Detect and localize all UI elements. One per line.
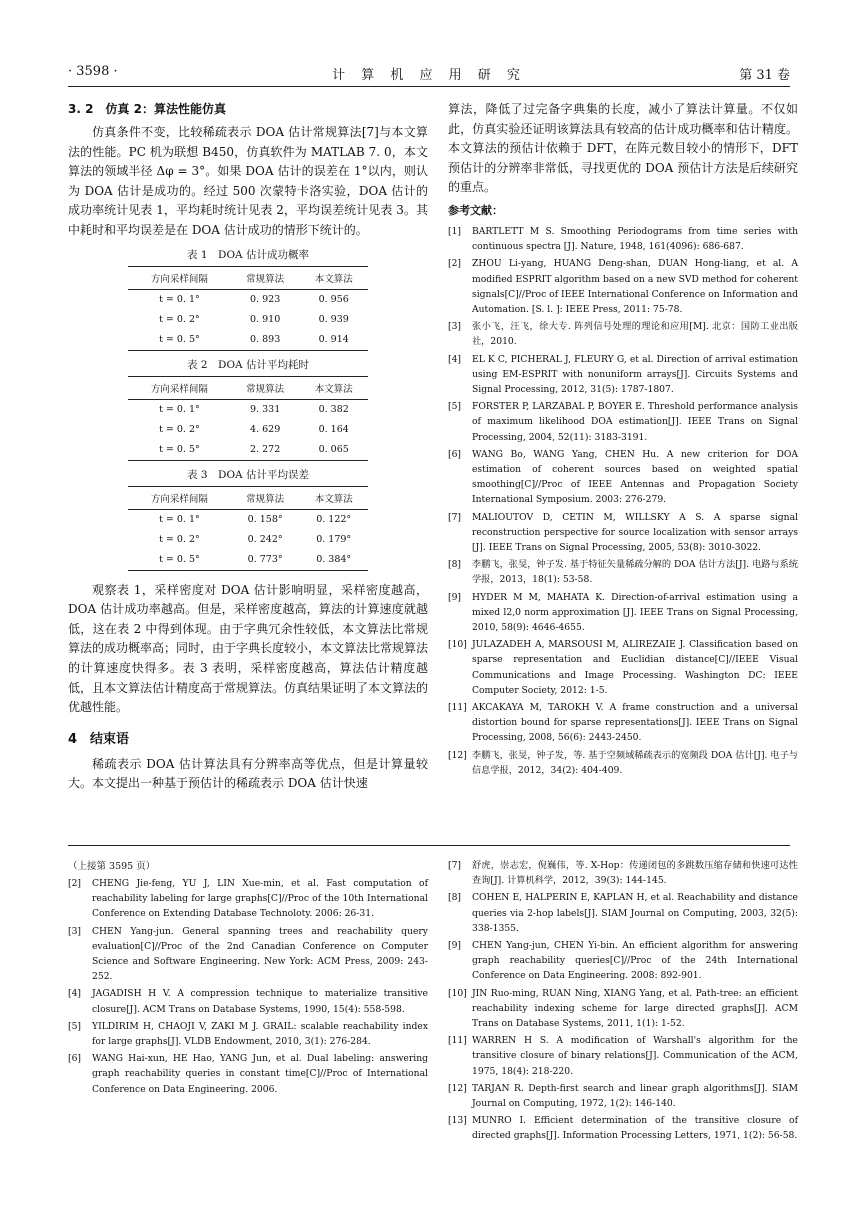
reference-text: 李鹏飞，张旻，钟子发，等. 基于空频域稀疏表示的宽频段 DOA 估计[J]. 电子与信息学报，2012，34(2): 404-409. — [472, 749, 798, 776]
reference-item — [68, 986, 428, 1016]
reference-item — [448, 700, 798, 746]
table-cell: 0. 384° — [299, 550, 368, 571]
reference-item — [448, 1033, 798, 1079]
reference-text: CHEN Yang-jun. General spanning trees and reachability query evaluation[C]//Proc of the 2nd Canadian Conference on Computer Science and Software Engineering. New York: ACM Press, 2009: 243-252. — [92, 925, 428, 983]
table-header: 常规算法 — [231, 486, 300, 509]
references-heading: 参考文献： — [448, 203, 503, 217]
reference-text: ZHOU Li-yang, HUANG Deng-shan, DUAN Hong-liang, et al. A modified ESPRIT algorithm based on a new SVD method for coherent signals[C]//Proc of IEEE International Conference on Information and Automation. [S. l. ]: IEEE Press, 2011: 75-78. — [472, 258, 798, 315]
reference-number: [8] — [448, 559, 462, 571]
reference-number: [4] — [68, 988, 82, 1000]
reference-number: [12] — [448, 749, 467, 761]
reference-number: [7] — [448, 860, 462, 871]
reference-item — [448, 319, 798, 349]
table-cell: t = 0. 2° — [159, 534, 200, 546]
reference-item — [448, 748, 798, 778]
table-caption: 表 3 DOA 估计平均误差 — [187, 468, 309, 481]
table-cell: 0. 158° — [247, 514, 283, 526]
reference-item — [68, 876, 428, 922]
reference-text: 舒虎，崇志宏，倪巍伟，等. X-Hop：传递闭包的多跳数压缩存储和快速可达性查询[J]. 计算机科学，2012，39(3): 144-145. — [472, 860, 798, 887]
reference-number: [2] — [448, 258, 462, 270]
table-header: 常规算法 — [231, 266, 300, 289]
reference-item — [448, 1113, 798, 1143]
reference-item — [448, 858, 798, 888]
data-table — [128, 486, 368, 571]
reference-number: [12] — [448, 1082, 467, 1094]
reference-number: [6] — [68, 1053, 82, 1065]
reference-item — [68, 924, 428, 985]
volume: 第 31 卷 — [739, 68, 790, 83]
section-heading: 4 结束语 — [68, 731, 130, 747]
data-table — [128, 376, 368, 461]
reference-text: EL K C, PICHERAL J, FLEURY G, et al. Direction of arrival estimation using EM-ESPRIT with nonuniform arrays[J]. Circuits Systems and Signal Processing, 2012, 31(5): 1787-1807. — [472, 353, 798, 395]
reference-text: BARTLETT M S. Smoothing Periodograms from time series with continuous spectra [J]. Nature, 1948, 161(4096): 686-687. — [472, 225, 798, 253]
reference-text: 李鹏飞，张旻，钟子发. 基于特征矢量稀疏分解的 DOA 估计方法[J]. 电路与系统学报，2013，18(1): 53-58. — [472, 559, 798, 586]
table-cell: 0. 939 — [318, 314, 349, 326]
paragraph: 观察表 1，采样密度对 DOA 估计影响明显，采样密度越高，DOA 估计成功率越高。但是，采样密度越高，算法的计算速度就越低，这在表 2 中得到体现。由于字典冗余性较低，本文算法比常规算法的成功概率高；同时，由于字典长度较小，本文算法比常规算法的计算速度快得多。表 3 表明，采样密度越高，算法估计精度越低，且本文算法估计精度高于常规算法。仿真结果证明了本文算法的优越性能。 — [68, 582, 429, 715]
table-2 — [68, 357, 428, 461]
reference-item — [68, 1051, 428, 1097]
table-cell: 0. 956 — [318, 294, 349, 306]
reference-item — [448, 557, 798, 587]
reference-item — [448, 890, 798, 936]
reference-number: [11] — [448, 1035, 467, 1047]
reference-item — [448, 256, 798, 317]
reference-number: [9] — [448, 591, 462, 603]
reference-number: [4] — [448, 353, 462, 365]
table-cell: t = 0. 2° — [159, 424, 200, 436]
reference-text: WANG Bo, WANG Yang, CHEN Hu. A new criterion for DOA estimation of coherent sources based on weighted spatial smoothing[C]//Proc of IEEE Antennas and Propagation Society International Symposium. 2003: 276-279. — [472, 448, 798, 506]
table-cell: 0. 122° — [316, 514, 352, 526]
reference-number: [5] — [448, 401, 462, 413]
reference-number: [9] — [448, 940, 462, 952]
table-header: 方向采样间隔 — [128, 376, 231, 399]
reference-item — [448, 352, 798, 398]
table-header: 本文算法 — [299, 376, 368, 399]
table-cell: t = 0. 1° — [159, 514, 200, 526]
reference-list — [68, 876, 428, 1097]
table-cell: 0. 773° — [231, 550, 300, 571]
table-cell: 2. 272 — [231, 440, 300, 461]
table-cell: 0. 242° — [247, 534, 283, 546]
reference-item — [448, 986, 798, 1032]
paragraph: 算法，降低了过完备字典集的长度，减小了算法计算量。不仅如此，仿真实验还证明该算法具有较高的估计成功概率和估计精度。本文算法的预估计依赖于 DFT，在阵元数目较小的情形下，DFT 预估计的分辨率非常低，寻找更优的 DOA 预估计方法是后续研究的重点。 — [448, 102, 798, 195]
reference-number: [8] — [448, 892, 462, 904]
running-header — [68, 64, 790, 84]
reference-item — [448, 637, 798, 698]
table-cell: 9. 331 — [250, 404, 281, 416]
reference-text: FORSTER P, LARZABAL P, BOYER E. Threshold performance analysis of maximum likelihood DOA estimation[J]. IEEE Trans on Signal Processing, 2004, 52(11): 3183-3191. — [472, 401, 798, 443]
reference-number: [5] — [68, 1020, 82, 1032]
reference-list — [448, 858, 798, 1144]
table-cell: 0. 065 — [299, 440, 368, 461]
table-header: 方向采样间隔 — [128, 266, 231, 289]
reference-text: CHEN Yang-jun, CHEN Yi-bin. An efficient algorithm for answering graph reachability queries[C]//Proc of the 24th International Conference on Data Engineering. 2008: 892-901. — [472, 940, 798, 982]
reference-number: [11] — [448, 702, 467, 714]
table-cell: 0. 893 — [231, 330, 300, 351]
table-cell: t = 0. 1° — [159, 294, 200, 306]
table-header: 本文算法 — [299, 486, 368, 509]
reference-item — [68, 1019, 428, 1049]
reference-number: [10] — [448, 639, 467, 651]
reference-text: AKCAKAYA M, TAROKH V. A frame construction and a universal distortion bound for sparse representations[J]. IEEE Trans on Signal Processing, 2008, 56(6): 2443-2450. — [472, 702, 798, 744]
table-cell: 0. 910 — [250, 314, 281, 326]
bottom-right-column — [448, 858, 798, 1146]
paragraph: 稀疏表示 DOA 估计算法具有分辨率高等优点，但是计算量较大。本文提出一种基于预估计的稀疏表示 DOA 估计快速 — [68, 756, 428, 791]
reference-text: HYDER M M, MAHATA K. Direction-of-arrival estimation using a mixed l2,0 norm approximation [J]. IEEE Trans on Signal Processing, 2010, 58(9): 4646-4655. — [472, 591, 798, 634]
reference-text: COHEN E, HALPERIN E, KAPLAN H, et al. Reachability and distance queries via 2-hop labels[J]. SIAM Journal on Computing, 2003, 32(5): 338-1355. — [472, 892, 798, 934]
reference-text: 张小飞，汪飞，徐大专. 阵列信号处理的理论和应用[M]. 北京：国防工业出版社，2010. — [472, 321, 798, 348]
reference-number: [3] — [448, 321, 462, 333]
reference-number: [1] — [448, 225, 462, 237]
table-cell: 0. 179° — [316, 534, 352, 546]
table-cell: 0. 923 — [250, 294, 281, 306]
table-cell: 0. 914 — [299, 330, 368, 351]
reference-text: YILDIRIM H, CHAOJI V, ZAKI M J. GRAIL: scalable reachability index for large graphs[J]. VLDB Endowment, 2010, 3(1): 276-284. — [92, 1020, 428, 1048]
reference-text: WARREN H S. A modification of Warshall's algorithm for the transitive closure of binary relations[J]. Communication of the ACM, 1975, 18(4): 218-220. — [472, 1035, 798, 1077]
reference-number: [2] — [68, 878, 82, 889]
table-cell: t = 0. 1° — [159, 404, 200, 416]
reference-text: WANG Hai-xun, HE Hao, YANG Jun, et al. Dual labeling: answering graph reachability queries in constant time[C]//Proc of International Conference on Data Engineering. 2006. — [92, 1053, 428, 1095]
table-header: 方向采样间隔 — [128, 486, 231, 509]
reference-number: [3] — [68, 925, 82, 937]
header-rule — [68, 86, 790, 87]
reference-number: [13] — [448, 1115, 467, 1127]
reference-text: JULAZADEH A, MARSOUSI M, ALIREZAIE J. Classification based on sparse representation and Euclidian distance[C]//IEEE Visual Communications and Image Processing. Washington DC: IEEE Computer Society, 2012: 1-5. — [472, 639, 798, 696]
table-caption: 表 2 DOA 估计平均耗时 — [187, 358, 309, 371]
reference-text: MUNRO I. Efficient determination of the transitive closure of directed graphs[J]. Information Processing Letters, 1971, 1(2): 56-58. — [472, 1115, 798, 1142]
reference-text: CHENG Jie-feng, YU J, LIN Xue-min, et al. Fast computation of reachability labeling for large graphs[C]//Proc of the 10th International Conference on Extending Database Technoloty. 2006: 26-31. — [92, 878, 428, 920]
reference-item — [448, 590, 798, 636]
paragraph: 仿真条件不变，比较稀疏表示 DOA 估计常规算法[7]与本文算法的性能。PC 机为联想 B450，仿真软件为 MATLAB 7. 0，本文算法的领域半径 Δφ = 3°。如果 DOA 估计的误差在 1°以内，则认为 DOA 估计是成功的。经过 500 次蒙特卡洛实验，DOA 估计的成功率统计见表 1，平均耗时统计见表 2，平均误差统计见表 3。其中耗时和平均误差是在 DOA 估计成功的情形下统计的。 — [68, 125, 428, 237]
left-column — [68, 100, 428, 794]
table-caption: 表 1 DOA 估计成功概率 — [187, 248, 309, 261]
reference-item — [448, 447, 798, 508]
reference-text: JIN Ruo-ming, RUAN Ning, XIANG Yang, et al. Path-tree: an efficient reachability indexing scheme for large directed graphs[J]. ACM Trans on Database Systems, 2011, 1(1): 1-52. — [472, 987, 798, 1030]
page-number: · 3598 · — [68, 64, 118, 79]
journal-name: 计 算 机 应 用 研 究 — [332, 68, 526, 83]
reference-text: TARJAN R. Depth-first search and linear graph algorithms[J]. SIAM Journal on Computing, 1972, 1(2): 146-140. — [472, 1082, 798, 1110]
section-heading: 3. 2 仿真 2：算法性能仿真 — [68, 102, 226, 116]
reference-item — [448, 224, 798, 254]
divider-rule — [68, 845, 790, 846]
reference-item — [448, 399, 798, 445]
table-cell: t = 0. 5° — [128, 440, 231, 461]
reference-number: [7] — [448, 511, 462, 523]
table-cell: t = 0. 5° — [128, 330, 231, 351]
reference-text: MALIOUTOV D, CETIN M, WILLSKY A S. A sparse signal reconstruction perspective for source localization with sensor arrays [J]. IEEE Trans on Signal Processing, 2005, 53(8): 3010-3022. — [472, 511, 798, 554]
table-cell: t = 0. 2° — [159, 314, 200, 326]
reference-number: [6] — [448, 448, 462, 460]
table-1 — [68, 247, 428, 351]
table-cell: 0. 382 — [318, 404, 349, 416]
reference-list — [448, 224, 798, 778]
table-cell: 4. 629 — [250, 424, 281, 436]
reference-item — [448, 938, 798, 984]
table-header: 常规算法 — [231, 376, 300, 399]
table-cell: 0. 164 — [318, 424, 349, 436]
table-cell: t = 0. 5° — [128, 550, 231, 571]
right-column — [448, 100, 798, 780]
bottom-left-column — [68, 858, 428, 1099]
reference-item — [448, 510, 798, 556]
continued-note: （上接第 3595 页） — [68, 861, 156, 872]
reference-number: [10] — [448, 987, 467, 999]
table-header: 本文算法 — [299, 266, 368, 289]
table-3 — [68, 467, 428, 571]
reference-text: JAGADISH H V. A compression technique to materialize transitive closure[J]. ACM Trans on Database Systems, 1990, 15(4): 558-598. — [92, 988, 428, 1015]
reference-item — [448, 1081, 798, 1111]
data-table — [128, 266, 368, 351]
